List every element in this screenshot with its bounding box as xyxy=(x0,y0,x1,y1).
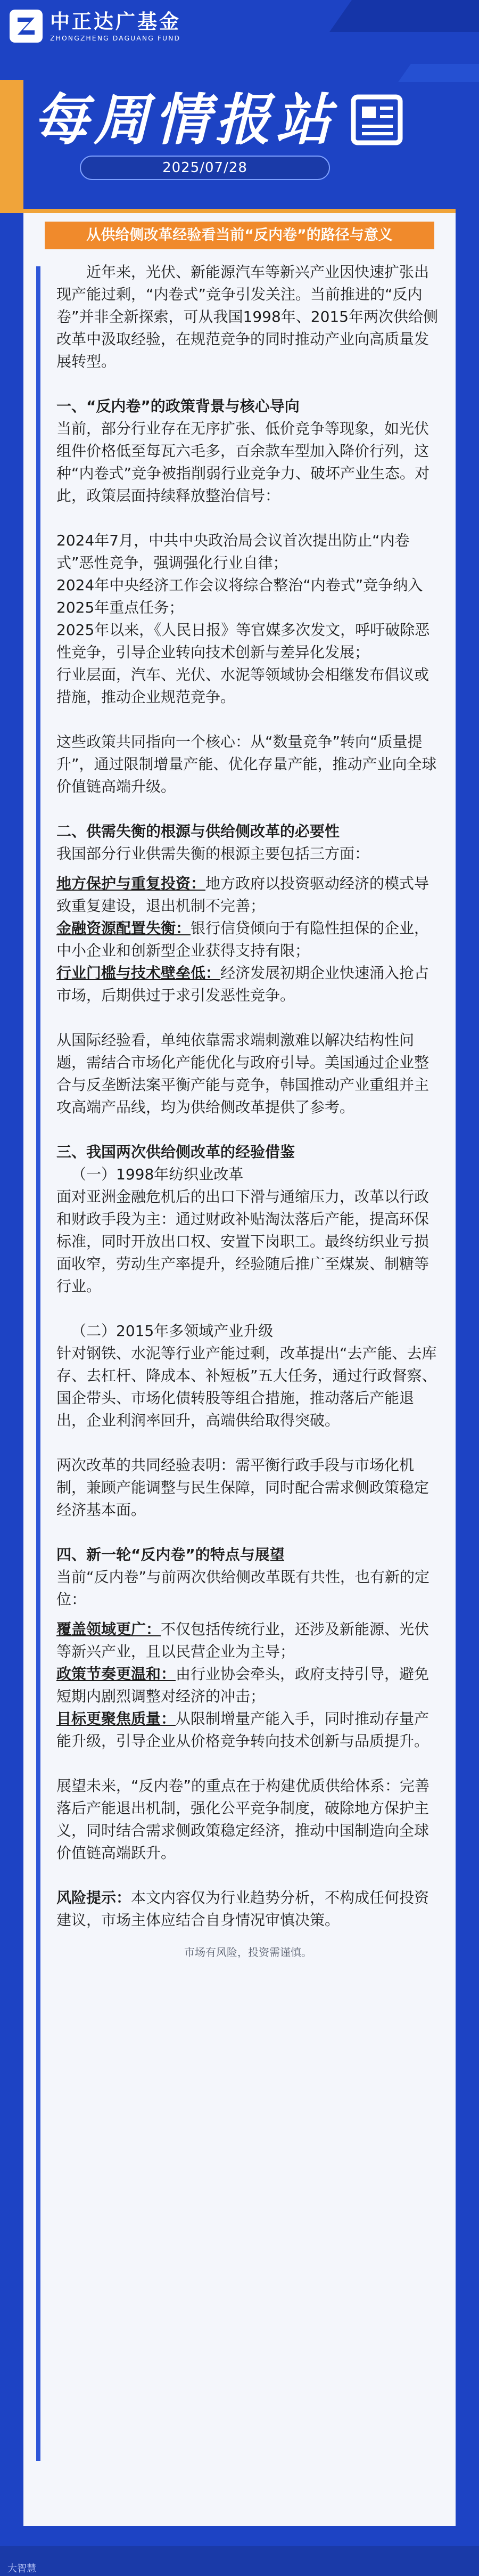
spacer xyxy=(56,708,440,731)
section-heading: 一、“反内卷”的政策背景与核心导向 xyxy=(56,397,300,415)
header xyxy=(0,0,479,224)
item-label: 地方保护与重复投资： xyxy=(56,875,206,892)
section-heading: 二、供需失衡的根源与供给侧改革的必要性 xyxy=(56,822,340,840)
spacer xyxy=(56,865,440,873)
header-decor-stripe xyxy=(329,0,479,32)
labeled-item xyxy=(56,1708,440,1752)
page-title: 每周情报站 xyxy=(33,87,337,152)
paragraph: 展望未来，“反内卷”的重点在于构建优质供给体系：完善落后产能退出机制，强化公平竞争制度，破除地方保护主义，同时结合需求侧政策稳定经济，推动中国制造向全球价值链高端跃升。 xyxy=(56,1777,430,1862)
intro-paragraph: 近年来，光伏、新能源汽车等新兴产业因快速扩张出现产能过剩，“内卷式”竞争引发关注。当前推进的“反内卷”并非全新探索，可从我国1998年、2015年两次供给侧改革中汲取经验，在规范竞争的同时推动产业向高质量发展转型。 xyxy=(56,263,439,370)
labeled-item xyxy=(56,1663,440,1708)
header-decor-stripe xyxy=(398,64,479,82)
item-text: 本文内容仅为行业趋势分析，不构成任何投资建议，市场主体应结合自身情况审慎决策。 xyxy=(56,1889,430,1929)
spacer xyxy=(56,1298,440,1320)
item-text: 从限制增量产能入手，同时推动存量产能升级，引导企业从价格竞争转向技术创新与品质提升。 xyxy=(56,1710,430,1750)
logo-icon xyxy=(10,10,43,43)
item-text: 不仅包括传统行业，还涉及新能源、光伏等新兴产业，且以民营企业为主导； xyxy=(56,1620,430,1660)
spacer xyxy=(56,373,440,395)
item-text: 由行业协会牵头，政府支持引导，避免短期内剧烈调整对经济的冲击； xyxy=(56,1665,430,1705)
item-label: 风险提示： xyxy=(56,1889,131,1906)
item-label: 覆盖领域更广： xyxy=(56,1620,161,1638)
newspaper-icon xyxy=(346,91,410,149)
labeled-item xyxy=(56,1618,440,1663)
item-label: 目标更聚焦质量： xyxy=(56,1710,176,1727)
footer-bar xyxy=(0,2546,479,2576)
paragraph: 2025年以来，《人民日报》等官媒多次发文，呼吁破除恶性竞争，引导企业转向技术创新与差异化发展； xyxy=(56,621,430,661)
spacer xyxy=(56,1119,440,1141)
paragraph: 针对钢铁、水泥等行业产能过剩，改革提出“去产能、去库存、去杠杆、降成本、补短板”五大任务，通过行政督察、国企带头、市场化债转股等组合措施，推动落后产能退出，企业利润率回升，高端供给取得突破。 xyxy=(56,1344,437,1429)
section-heading: 三、我国两次供给侧改革的经验借鉴 xyxy=(56,1143,295,1161)
item-label: 行业门槛与技术壁垒低： xyxy=(56,964,221,982)
spacer xyxy=(56,507,440,529)
section-heading: 四、新一轮“反内卷”的特点与展望 xyxy=(56,1546,285,1563)
subsection-heading: （二）2015年多领域产业升级 xyxy=(71,1322,274,1340)
item-text: 银行信贷倾向于有隐性担保的企业，中小企业和创新型企业获得支持有限； xyxy=(56,919,430,959)
spacer xyxy=(56,1864,440,1887)
spacer xyxy=(56,1007,440,1029)
risk-notice xyxy=(56,1887,440,1931)
paragraph: 当前，部分行业存在无序扩张、低价竞争等现象，如光伏组件价格低至每瓦六毛多，百余款车型加入降价行列，这种“内卷式”竞争被指削弱行业竞争力、破坏产业生态。对此，政策层面持续释放整治信号： xyxy=(56,420,430,504)
item-label: 金融资源配置失衡： xyxy=(56,919,191,937)
paragraph: 我国部分行业供需失衡的根源主要包括三方面： xyxy=(56,845,370,862)
brand-name-en: ZHONGZHENG DAGUANG FUND xyxy=(50,34,181,42)
item-text: 地方政府以投资驱动经济的模式导致重复建设，退出机制不完善； xyxy=(56,875,430,915)
brand-name-cn: 中正达广基金 xyxy=(50,10,181,33)
paragraph: 当前“反内卷”与前两次供给侧改革既有共性，也有新的定位： xyxy=(56,1568,430,1608)
brand-logo xyxy=(10,10,181,43)
spacer xyxy=(56,798,440,820)
header-decor-bar xyxy=(0,80,23,213)
article-subtitle: 从供给侧改革经验看当前“反内卷”的路径与意义 xyxy=(45,222,434,249)
paragraph: 这些政策共同指向一个核心：从“数量竞争”转向“质量提升”，通过限制增量产能、优化存量产能，推动产业向全球价值链高端升级。 xyxy=(56,733,437,795)
subsection-heading: （一）1998年纺织业改革 xyxy=(71,1165,244,1183)
issue-date: 2025/07/28 xyxy=(80,156,330,180)
spacer xyxy=(56,1432,440,1454)
item-label: 政策节奏更温和： xyxy=(56,1665,176,1683)
labeled-item xyxy=(56,917,440,962)
divider xyxy=(23,209,456,213)
labeled-item xyxy=(56,962,440,1007)
item-text: 经济发展初期企业快速涌入抢占市场，后期供过于求引发恶性竞争。 xyxy=(56,964,430,1004)
article-body xyxy=(56,261,440,1960)
spacer xyxy=(56,1521,440,1544)
paragraph: 2024年7月，中共中央政治局会议首次提出防止“内卷式”恶性竞争，强调强化行业自律； xyxy=(56,532,410,572)
paragraph: 从国际经验看，单纯依靠需求端刺激难以解决结构性问题，需结合市场化产能优化与政府引导。美国通过企业整合与反垄断法案平衡产能与竞争，韩国推动产业重组并主攻高端产品线，均为供给侧改革提供了参考。 xyxy=(56,1031,430,1116)
paragraph: 行业层面，汽车、光伏、水泥等领域协会相继发布倡议或措施，推动企业规范竞争。 xyxy=(56,666,430,706)
paragraph: 2024年中央经济工作会议将综合整治“内卷式”竞争纳入2025年重点任务； xyxy=(56,576,423,616)
content-accent-bar xyxy=(36,266,40,2461)
watermark: 大智慧 xyxy=(7,2563,36,2574)
disclaimer: 市场有风险，投资需谨慎。 xyxy=(184,1946,312,1959)
paragraph: 两次改革的共同经验表明：需平衡行政手段与市场化机制，兼顾产能调整与民生保障，同时配合需求侧政策稳定经济基本面。 xyxy=(56,1456,430,1519)
spacer xyxy=(56,1752,440,1775)
labeled-item xyxy=(56,873,440,917)
paragraph: 面对亚洲金融危机后的出口下滑与通缩压力，改革以行政和财政手段为主：通过财政补贴淘汰落后产能，提高环保标准，同时开放出口权、安置下岗职工。最终纺织业亏损面收窄，劳动生产率提升，经验随后推广至煤炭、制糖等行业。 xyxy=(56,1188,430,1295)
spacer xyxy=(56,1611,440,1618)
